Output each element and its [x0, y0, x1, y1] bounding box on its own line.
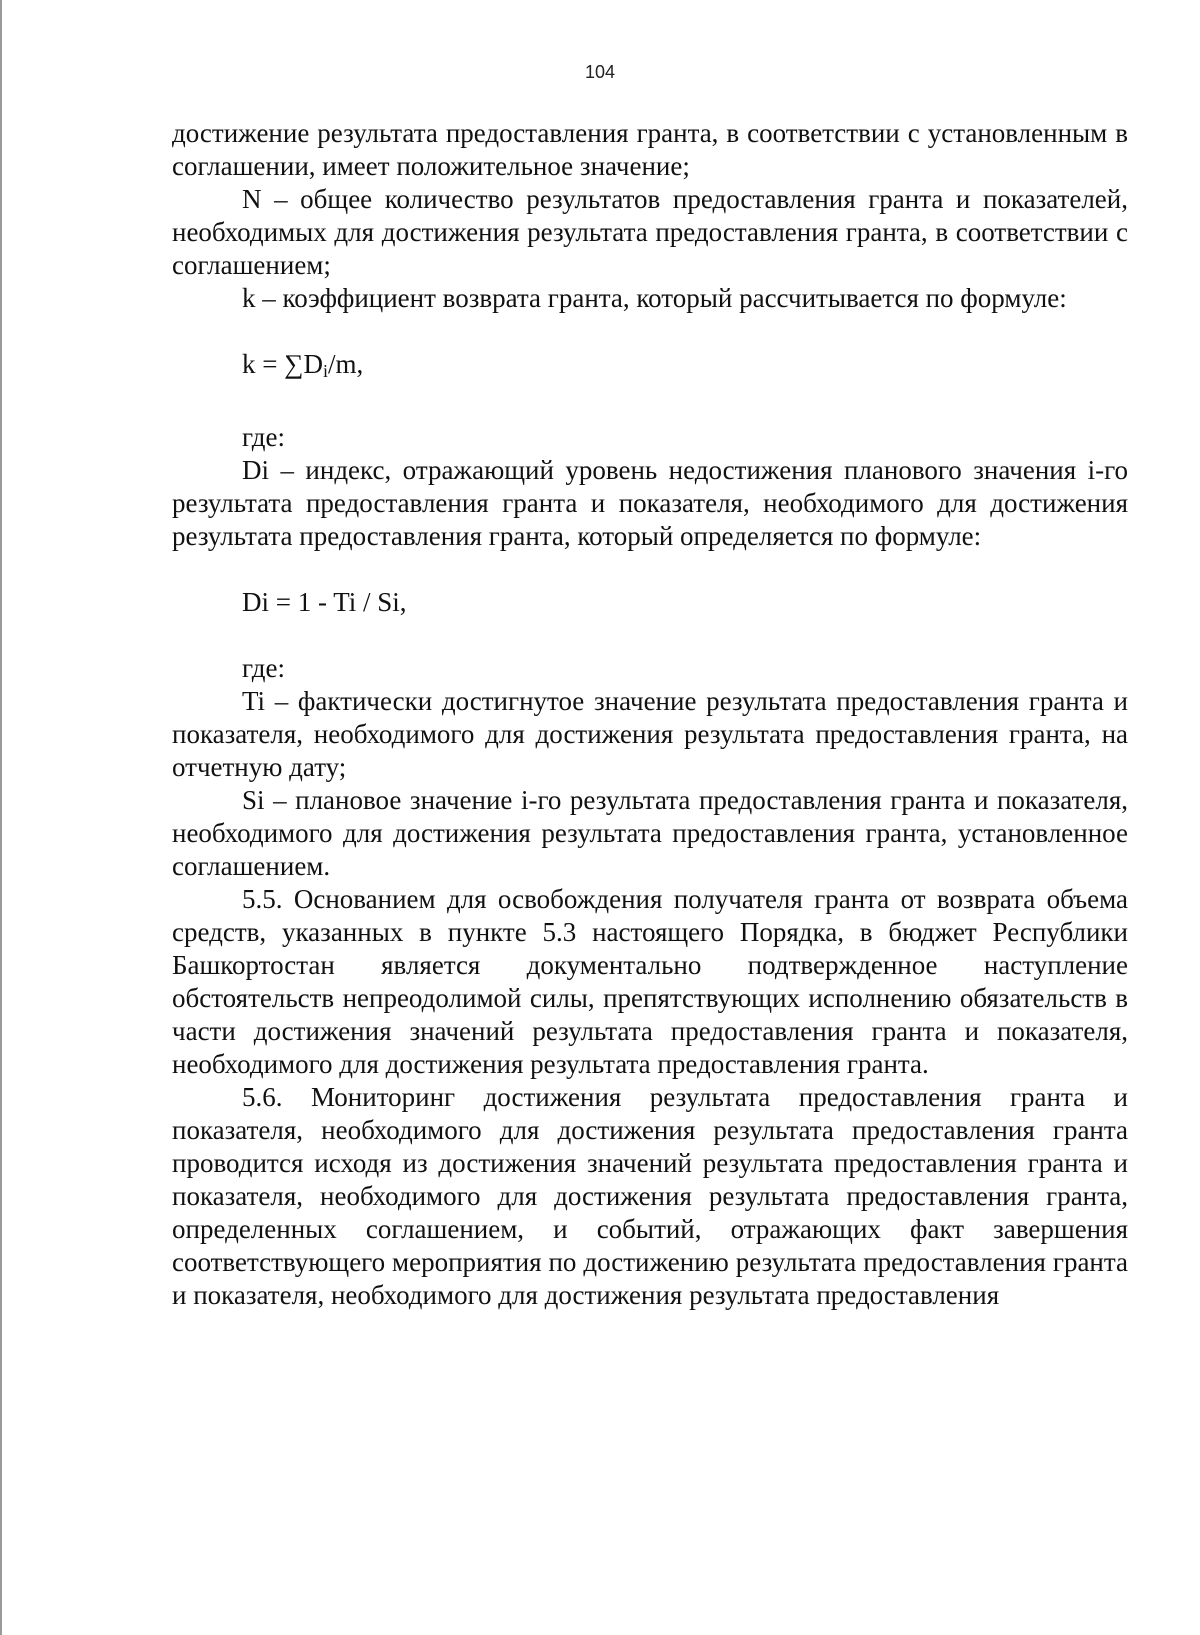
paragraph-n-definition: N – общее количество результатов предоставления гранта и показателей, необходимых для достижения результата предоставления гранта, в соответствии с соглашением;: [172, 184, 1128, 280]
scan-border: [0, 0, 2, 1635]
paragraph-si-definition: Si – плановое значение i-го результата предоставления гранта и показателя, необходимого для достижения результата предоставления гранта, установленное соглашением.: [172, 785, 1128, 881]
where-label-2: где:: [242, 653, 285, 683]
paragraph-ti-definition: Ti – фактически достигнутое значение результата предоставления гранта и показателя, необходимого для достижения результата предоставления гранта, на отчетную дату;: [172, 686, 1128, 782]
paragraph-di-definition: Di – индекс, отражающий уровень недостижения планового значения i-го результата предоставления гранта и показателя, необходимого для достижения результата предоставления гранта, который определяется по формуле:: [172, 455, 1128, 551]
formula-k-left: k = ∑D: [242, 349, 323, 379]
formula-k: [172, 348, 1128, 388]
paragraph-continuation: достижение результата предоставления гранта, в соответствии с установленным в соглашении, имеет положительное значение;: [172, 118, 1128, 181]
page-number: 104: [584, 62, 616, 82]
where-label-1: где:: [242, 422, 285, 452]
paragraph-5-5: 5.5. Основанием для освобождения получателя гранта от возврата объема средств, указанных в пункте 5.3 настоящего Порядка, в бюджет Республики Башкортостан является документально подтвержденное наступление обстоятельств непреодолимой силы, препятствующих исполнению обязательств в части достижения значений результата предоставления гранта и показателя, необходимого для достижения результата предоставления гранта.: [172, 884, 1128, 1079]
paragraph-k-definition: k – коэффициент возврата гранта, который рассчитывается по формуле:: [242, 283, 1067, 313]
formula-di: Di = 1 - Ti / Si,: [242, 587, 407, 617]
formula-k-subscript: i: [322, 361, 328, 381]
document-body: [172, 117, 1128, 1312]
formula-k-right: /m,: [328, 349, 364, 379]
paragraph-5-6: 5.6. Мониторинг достижения результата предоставления гранта и показателя, необходимого для достижения результата предоставления гранта проводится исходя из достижения значений результата предоставления гранта и показателя, необходимого для достижения результата предоставления гранта, определенных соглашением, и событий, отражающих факт завершения соответствующего мероприятия по достижению результата предоставления гранта и показателя, необходимого для достижения результата предоставления: [172, 1082, 1128, 1310]
